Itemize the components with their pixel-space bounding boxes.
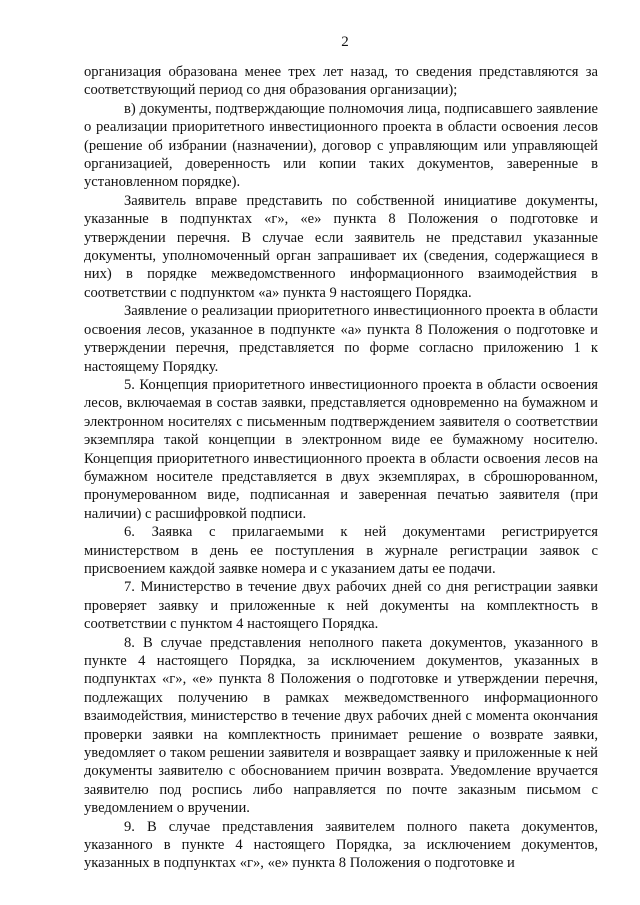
paragraph-continuation: организация образована менее трех лет назад, то сведения представляются за соответствующий период со дня образования организации); <box>84 64 598 99</box>
page-number: 2 <box>341 34 349 50</box>
paragraph-application-form: Заявление о реализации приоритетного инвестиционного проекта в области освоения лесов, указанное в подпункте «а» пункта 8 Положения о подготовке и утверждении перечня, представляется по форме согласно приложению 1 к настоящему Порядку. <box>84 303 598 375</box>
paragraph-6: 6. Заявка с прилагаемыми к ней документами регистрируется министерством в день ее поступления в журнале регистрации заявок с присвоением каждой заявке номера и с указанием даты ее подачи. <box>84 524 598 577</box>
paragraph-5: 5. Концепция приоритетного инвестиционного проекта в области освоения лесов, включаемая в состав заявки, представляется одновременно на бумажном и электронном носителях с письменным подтверждением заявителя о соответствии экземпляра такой концепции в электронном виде ее бумажному носителю. Концепция приоритетного инвестиционного проекта в области освоения лесов на бумажном носителе представляется в двух экземплярах, в сброшюрованном, пронумерованном виде, подписанная и заверенная печатью заявителя (при наличии) с расшифровкой подписи. <box>84 376 598 522</box>
paragraph-applicant-right: Заявитель вправе представить по собственной инициативе документы, указанные в подпунктах «г», «е» пункта 8 Положения о подготовке и утверждении перечня. В случае если заявитель не представил указанные документы, уполномоченный орган запрашивает их (сведения, содержащиеся в них) в порядке межведомственного информационного взаимодействия в соответствии с подпунктом «а» пункта 9 настоящего Порядка. <box>84 192 598 301</box>
paragraph-8: 8. В случае представления неполного пакета документов, указанного в пункте 4 настоящего Порядка, за исключением документов, указанных в подпунктах «г», «е» пункта 8 Положения о подготовке и утверждении перечня, подлежащих получению в рамках межведомственного информационного взаимодействия, министерство в течение двух рабочих дней с момента окончания проверки заявки на комплектность принимает решение о возврате заявки, уведомляет о таком решении заявителя и возвращает заявку и приложенные к ней документы заявителю с обоснованием причин возврата. Уведомление вручается заявителю под роспись либо направляется по почте заказным письмом с уведомлением о вручении. <box>84 634 598 817</box>
paragraph-9: 9. В случае представления заявителем полного пакета документов, указанного в пункте 4 настоящего Порядка, за исключением документов, указанных в подпунктах «г», «е» пункта 8 Положения о подготовке и <box>84 818 598 872</box>
paragraph-item-v: в) документы, подтверждающие полномочия лица, подписавшего заявление о реализации приоритетного инвестиционного проекта в области освоения лесов (решение об избрании (назначении), договор с управляющим или управляющей организацией, доверенность или копии таких документов, заверенные в установленном порядке). <box>84 100 598 191</box>
paragraph-7: 7. Министерство в течение двух рабочих дней со дня регистрации заявки проверяет заявку и приложенные к ней документы на комплектность в соответствии с пунктом 4 настоящего Порядка. <box>84 579 598 633</box>
